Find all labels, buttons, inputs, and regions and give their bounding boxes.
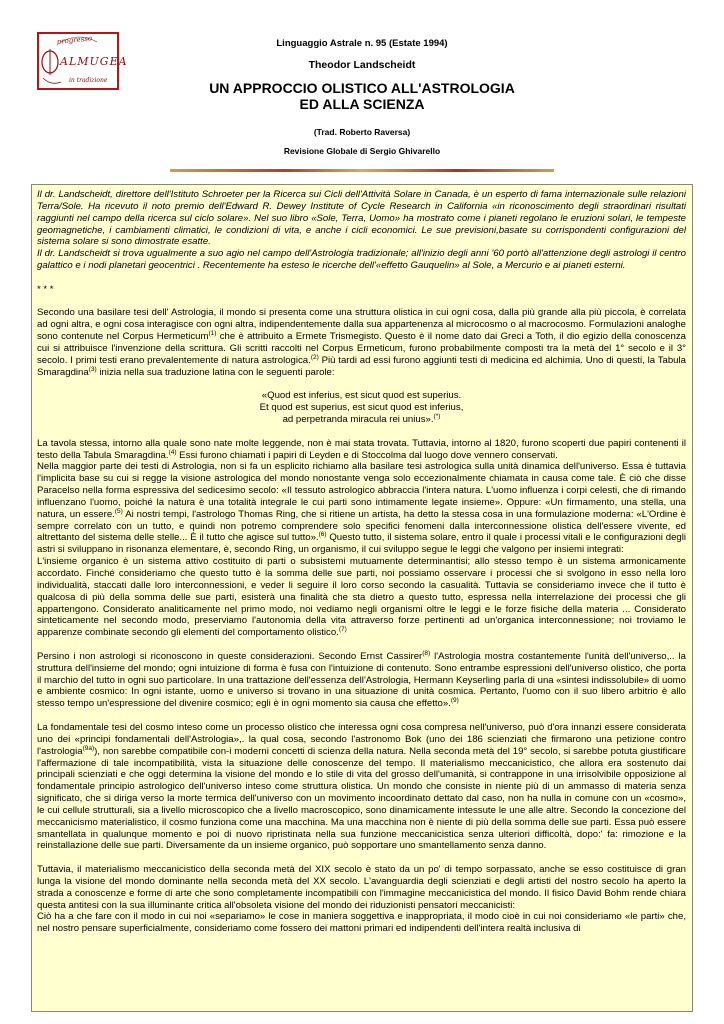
article-body — [31, 184, 693, 1012]
article-title — [120, 80, 604, 112]
body-paragraph-3: Nella maggior parte dei testi di Astrologia, non si fa un esplicito richiamo alla basilare tesi astrologica sulla unità dinamica dell'universo. Essa è tuttavia l'implicita base su cui si regge la visione astrologica del mondo nonostante venga solo eccezionalmente chiamata in causa come tale. È ciò che disse Paracelso nella forma espressiva del sedicesimo secolo: «Il tessuto astrologico abbraccia l'intera natura. L'uomo influenza i corpi celesti, che di rimando influenzano l'uomo, poiché la natura è una totalità integrale le cui parti sono intimamente legate insieme». Oppure: «Un firmamento, una stella, una natura, un essere.$^{(5)}$ Ai nostri tempi, l'astrologo Thomas Ring, che si ritiene un artista, ha detto la stessa cosa in una formulazione moderna: «L'Ordine è sempre correlato con un tutto, e quindi non potremo comprendere solo specifici fenomeni dalla interconnessione olistica dell'essere vivente, ed altrettanto del sistema delle stelle... È il tutto che agisce sul tutto».$^{(6)}$ Questo tutto, il sistema solare, entro il quale i processi vitali e le configurazioni degli astri si sviluppano in risonanza elementare, è, secondo Ring, un organismo, il cui sviluppo segue le leggi che valgono per insiemi integrati: — [37, 461, 686, 556]
footnote-ref: (1) — [208, 330, 217, 338]
body-paragraph-6: La fondamentale tesi del cosmo inteso come un processo olistico che interessa ogni cosa compresa nell'universo, può d'ora innanzi essere considerata uno dei «principi fondamentali dell'Astrologia»,. la qual cosa, secondo l'astronomo Bok (uno dei 186 scienziati che firmarono una petizione contro l'astrologia$^{(9a)}$), non sarebbe compatibile con-i moderni concetti di scienza della natura. Nella seconda metà del 19° secolo, si sarebbe potuta giustificare l'affermazione di tale incompatibilità, vista la situazione delle conoscenze del tempo. Il materialismo meccanicistico, che allora era sostenuto dai principali scienziati e che oggi determina la visione del mondo e lo stile di vita del grosso dell'umanità, si contrappone in una irrisolvibile opposizione al fondamentale principio astrologico dell'universo inteso come struttura olistica. Un mondo che consiste in niente più di un ammasso di materia senza significato, che si diriga verso la morte termica dell'universo con un movimento incoordinato dettato dal caso, non ha nulla in comune con un «cosmo», le cui cellule strutturali, sia a livello microscopico che a livello macroscopico, sono dinamicamente intessute le une alle altre. Secondo la concezione del meccanicismo materialistico, il cosmo funziona come una macchina. Ma una macchina non è niente di più della somma delle sue parti. Essa può essere smantellata in qualunque momento e poi di nuovo ripristinata nella sua funzione meccanicistica senza ulteriori difficoltà, dopo:' fa: rimozione e la reinstallazione delle sue parti. Diversamente da un insieme organico, può sopportare uno smantellamento senza danno. — [37, 721, 686, 852]
latin-quote: «Quod est inferius, est sicut quod est superius. Et quod est superius, est sicut quod est inferius, ad perpetranda miracula rei unius».(*) — [259, 390, 464, 426]
footnote-ref: (3) — [88, 365, 97, 373]
author-name: Theodor Landscheidt — [308, 59, 416, 71]
logo-graphic — [39, 34, 128, 88]
body-paragraph-4: L'insieme organico è un sistema attivo costituito di parti o subsistemi mutuamente determinantisi; allo stesso tempo è un sistema armonicamente accordato. Finché consideriamo che questo tutto è la somma delle sue parti, noi possiamo osservare i processi che si svolgono in esso nella loro individualità, staccati dalle loro interconnessioni, e veder li seguire il loro corso secondo la casualità. Tuttavia se consideriamo invece che il tutto è qualcosa di più della somma delle sue parti, esisterà una finalità che sta dietro a questo tutto, espressa nella interrelazione dei processi che gli appartengono. Considerato analiticamente nel primo modo, noi vediamo negli organismi oltre le leggi e le forze fisiche della materia ... Considerato sinteticamente nel secondo modo, preserviamo l'autonomia della vita attraverso forze pertinenti ad un'organica interconnessione; noi troviamo le apparenze combinate secondo gli elementi del comportamento olistico.$^{(7)}$ — [37, 556, 686, 639]
title-line-2: ED ALLA SCIENZA — [299, 96, 425, 112]
footnote-ref: (4) — [168, 448, 177, 456]
body-paragraph-5: Persino i non astrologi si riconoscono in queste considerazioni. Secondo Ernst Cassirer$^{(8)}$ l'Astrologia mostra costantemente l'unità dell'universo,.. la struttura dell'insieme del mondo; ogni intuizione di forma è fusa con l'intuizione di contenuto. Sono entrambe espressioni dell'universo olistico, che porta il marchio del tutto in ogni suo particolare. In una trattazione dell'essenza dell'Astrologia, Hermann Keyserling parla di una «sintesi indissolubile» di uomo e ambiente cosmico: In ogni istante, uomo e universo si trovano in una situazione di unità cosmica. Pertanto, l'uomo con il suo libero arbitrio è allo stesso tempo un'espressione del divenire cosmico; egli è in ogni momento sia causa che effetto».$^{(9)}$ — [37, 649, 686, 710]
intro-paragraph-1: Il dr. Landscheidt, direttore dell'Istituto Schroeter per la Ricerca sui Cicli dell'Attività Solare in Canada, è un esperto di fama internazionale sulle relazioni Terra/Sole. Ha ricevuto il noto premio dell'Edward R. Dewey Institute of Cycle Research in California «in riconoscimento degli straordinari risultati raggiunti nel campo della ricerca sul ciclo solare». Nel suo libro «Sole, Terra, Uomo» ha mostrato come i pianeti regolano le eruzioni solari, le tempeste geomagnetiche, i cambiamenti climatici, le condizioni di vita, e anche i cicli economici. Le sue previsioni,basate su corrispondenti configurazioni del sistema solare si sono dimostrate esatte. — [37, 189, 686, 248]
intro-paragraph-2: Il dr. Landscheidt si trova ugualmente a suo agio nel campo dell'Astrologia tradizionale; all'inizio degli anni '60 portò all'attenzione degli astrologi il centro galattico e i nodi planetari geocentrici . Recentemente ha esteso le ricerche dell'«effetto Gauquelin» al Sole, a Mercurio e ai pianeti esterni. — [37, 248, 686, 272]
revision-credit: Revisione Globale di Sergio Ghivarello — [283, 146, 441, 156]
translator-credit: (Trad. Roberto Raversa) — [313, 127, 411, 137]
footnote-ref: (8) — [422, 649, 431, 657]
title-line-1: UN APPROCCIO OLISTICO ALL'ASTROLOGIA — [209, 80, 515, 96]
body-paragraph-2: La tavola stessa, intorno alla quale sono nate molte leggende, non è mai stata trovata. Tuttavia, intorno al 1820, furono scoperti due papiri contenenti il testo della Tabula Smaragdina.$^{(4)}$ Essi furono chiamati i papiri di Leyden e di Stoccolma dal luogo dove vennero conservati. — [37, 437, 686, 461]
footnote-ref: (2) — [310, 353, 319, 361]
section-separator: * * * — [37, 283, 54, 295]
footnote-ref: (9a) — [82, 744, 95, 752]
svg-text:progresso: progresso — [56, 34, 93, 46]
body-paragraph-1: Secondo una basilare tesi dell' Astrologia, il mondo si presenta come una struttura olistica in cui ogni cosa, dalla più grande alla più piccola, è correlata ad ogni altra, e ogni cosa interagisce con ogni altra, indipendentemente dalla sua appartenenza al microcosmo o al macrocosmo. Formulazioni analoghe sono contenute nel Corpus Hermeticum$^{(1)}$ che è attribuito a Ermete Trismegisto. Questo è il nome dato dai Greci a Toth, il dio egizio della conoscenza cui si attribuisce l'invenzione della scrittura. Gli scritti raccolti nel Corpus Ermeticum, furono probabilmente composti tra la metà del 1° secolo e il 3° secolo. I primi testi erano prevalentemente di natura astrologica.$^{(2)}$ Più tardi ad essi furono aggiunti testi di medicina ed alchimia. Uno di questi, la Tabula Smaragdina$^{(3)}$ inizia nella sua traduzione latina con le seguenti parole: — [37, 307, 686, 378]
body-paragraph-7: Tuttavia, il materialismo meccanicistico della seconda metà del XIX secolo è stato da un po' di tempo sorpassato, anche se esso costituisce di gran lunga la visione del mondo dominante nella seconda metà del XX secolo. L'avanguardia degli scienziati e degli artisti del nostro secolo ha aperto la strada a conoscenze e forme di arte che sono completamente incompatibili con l'immagine meccanicistica del mondo. Il fisico David Bohm rende chiara questa antitesi con la sua illuminante critica all'obsoleta visione del mondo dei riduzionisti pensatori meccanicisti: — [37, 864, 686, 911]
footnote-ref: (9) — [450, 697, 459, 705]
issue-line: Linguaggio Astrale n. 95 (Estate 1994) — [276, 38, 448, 49]
footnote-ref: (5) — [114, 507, 123, 515]
almugea-logo — [37, 32, 128, 90]
svg-text:ALMUGEA: ALMUGEA — [60, 55, 128, 68]
footnote-ref: (*) — [433, 413, 441, 421]
footnote-ref: (7) — [338, 626, 347, 634]
svg-text:in tradizione: in tradizione — [69, 77, 108, 84]
footnote-ref: (6) — [318, 531, 327, 539]
decorative-divider — [170, 169, 554, 172]
body-paragraph-8: Ciò ha a che fare con il modo in cui noi «separiamo» le cose in maniera soggettiva e inappropriata, il modo cioè in cui noi consideriamo «le parti» che, nel nostro pensare superficialmente, consideriamo come fossero dei mattoni primari ed indipendenti dell'intera realtà inclusiva di — [37, 911, 686, 935]
